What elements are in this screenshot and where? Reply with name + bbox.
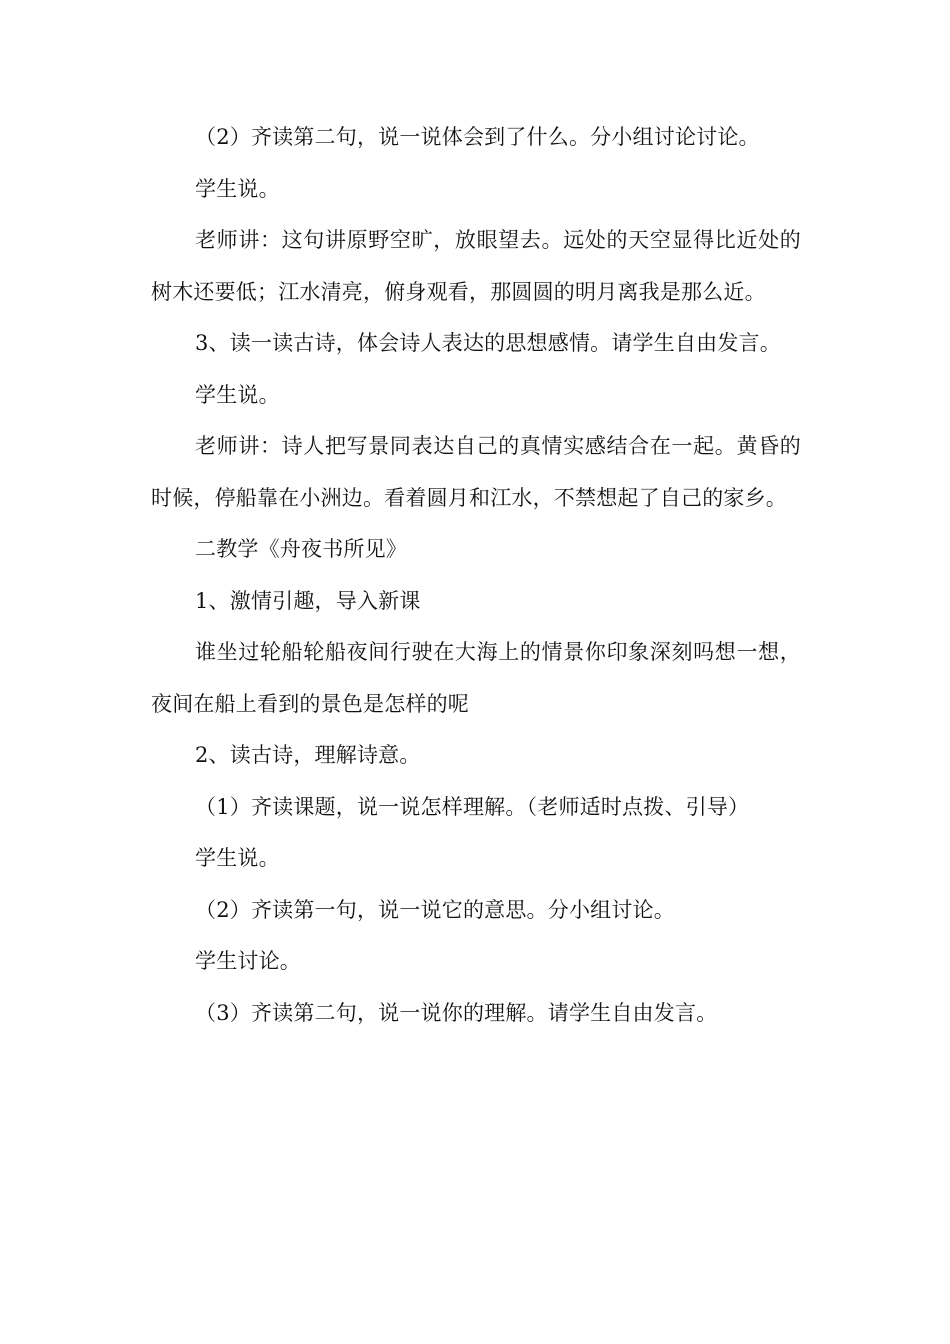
paragraph: （1）齐读课题，说一说怎样理解。（老师适时点拨、引导） xyxy=(195,794,750,819)
paragraph: 老师讲：这句讲原野空旷，放眼望去。远处的天空显得比近处的树木还要低；江水清亮，俯身观看，那圆圆的明月离我是那么近。 xyxy=(151,228,801,304)
section-heading: 二教学《舟夜书所见》 xyxy=(195,537,407,561)
paragraph: 2、读古诗，理解诗意。 xyxy=(195,743,421,767)
paragraph: 3、读一读古诗，体会诗人表达的思想感情。请学生自由发言。 xyxy=(195,331,781,355)
paragraph: 老师讲：诗人把写景同表达自己的真情实感结合在一起。黄昏的时候，停船靠在小洲边。看着圆月和江水，不禁想起了自己的家乡。 xyxy=(151,434,801,510)
paragraph: （3）齐读第二句，说一说你的理解。请学生自由发言。 xyxy=(195,1000,718,1025)
paragraph: 谁坐过轮船轮船夜间行驶在大海上的情景你印象深刻吗想一想，夜间在船上看到的景色是怎样的呢 xyxy=(151,640,801,716)
paragraph: 学生说。 xyxy=(195,176,280,201)
paragraph: 学生说。 xyxy=(195,846,280,870)
document-body xyxy=(151,112,801,1039)
paragraph: （2）齐读第一句，说一说它的意思。分小组讨论。 xyxy=(195,897,675,922)
paragraph: 学生说。 xyxy=(195,382,280,407)
paragraph: 1、激情引趣，导入新课 xyxy=(195,588,421,613)
paragraph: 学生讨论。 xyxy=(195,949,301,973)
paragraph: （2）齐读第二句，说一说体会到了什么。分小组讨论讨论。 xyxy=(195,125,760,149)
